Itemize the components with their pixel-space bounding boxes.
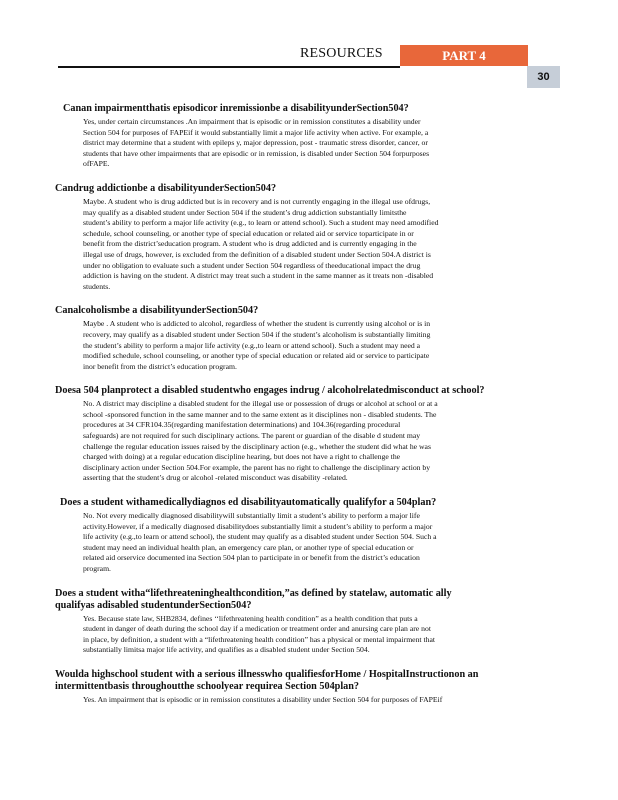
page-number: 30 — [527, 66, 560, 88]
faq-section-alcoholism — [0, 305, 618, 372]
question-heading: Doesa 504 planprotect a disabled studentwho engages indrug / alcoholrelatedmisconduct at school? — [55, 385, 485, 397]
question-heading: Does a student withamedicallydiagnos ed disabilityautomatically qualifyfor a 504plan? — [60, 497, 437, 509]
question-heading-line2: intermittentbasis throughoutthe schoolyear requirea Section 504plan? — [55, 680, 360, 692]
faq-section-misconduct — [0, 385, 618, 484]
question-heading: Canalcoholismbe a disabilityunderSection504? — [55, 305, 259, 317]
faq-section-life-threatening — [0, 588, 618, 656]
question-heading: Does a student witha“lifethreateninghealthcondition,”as defined by statelaw, automatic ally — [55, 587, 452, 599]
faq-section-episodic — [0, 103, 618, 170]
faq-section-home-hospital — [0, 669, 618, 706]
header-title: RESOURCES — [300, 46, 383, 61]
header-rule — [58, 66, 400, 68]
answer-text: Yes. An impairment that is episodic or in remission constitutes a disability under Section 504 for purposes of FAPEif — [83, 694, 443, 704]
question-heading: Woulda highschool student with a serious illnesswho qualifiesforHome / HospitalInstructionon an — [55, 668, 479, 680]
document-body — [0, 103, 618, 719]
question-heading: Canan impairmentthatis episodicor inremissionbe a disabilityunderSection504? — [63, 103, 409, 114]
faq-section-medical-diagnosis — [0, 497, 618, 575]
faq-section-drug-addiction — [0, 183, 618, 292]
answer-text: No. A district may discipline a disabled student for the illegal use or possession of drugs or alcohol at school or at a school -sponsored function in the same manner and to the same extent as it disciplines non - disabled students. The procedures at 34 CFR104.35(regarding manifestation determinations) and 104.36(regarding procedural safeguards) are not required for such disciplinary actions. The parent or guardian of the disable d student may challenge the regular education issues raised by the disciplinary action (e.g., whether the student did what he was charged with doing) at a regular education discipline hearing, but does not have a right to challenge the disciplinary action under Section 504.For example, the parent has no right to challenge the disciplinary action by asserting that the student’s drug or alcohol -related misconduct was disability -related. — [83, 399, 438, 483]
answer-text: Yes. Because state law, SHB2834, defines ‘‘lifethreatening health condition” as a health condition that puts a student in danger of death during the school day if a medication or treatment order and anursing care plan are not in place, by definition, a student with a “lifethreatening health condition” has a physical or mental impairment that substantially limitsa major life activity, and qualifies as a disabled student under Section 504. — [83, 613, 436, 655]
question-heading-line2: qualifyas adisabled studentunderSection504? — [55, 599, 252, 611]
question-heading: Candrug addictionbe a disabilityunderSection504? — [55, 182, 277, 194]
answer-text: Yes, under certain circumstances .An impairment that is episodic or in remission constitutes a disability under Section 504 for purposes of FAPEif it would substantially limit a major life activity when active. For example, a district may determine that a student with epileps y, major depression, post - traumatic stress disorder, cancer, or students that have other impairments that are episodic or in remission, is disabled under Section 504 forpurposes ofFAPE. — [83, 117, 430, 169]
answer-text: Maybe. A student who is drug addicted but is in recovery and is not currently engaging in the illegal use ofdrugs, may qualify as a disabled student under Section 504 if the student’s drug addiction substantially limitsthe student’s ability to perform a major life activity (e.g., to learn or attend school). Such a student may need amodified schedule, school counseling, or another type of special education or related aid or service toparticipate in or benefit from the district’seducation program. A student who is drug addicted and is currently engaging in the illegal use of drugs, however, is excluded from the definition of a disabled student under Section 504.A district is under no obligation to evaluate such a student under Section 504 regardless of theeducational impact the drug addiction is having on the student. A district may treat such a student in the same manner as it treats non -disabled students. — [83, 196, 439, 291]
part-badge: PART 4 — [400, 45, 528, 66]
answer-text: No. Not every medically diagnosed disabilitywill substantially limit a student’s ability to perform a major life activity.However, if a medically diagnosed disabilitydoes substantially limit a student’s ability to perform a major life activity (e.g.,to learn or attend school), the student may qualify as a disabled student under Section 504. Such a student may need an individual health plan, an emergency care plan, or another type of special education or related aid orservice documented ina Section 504 plan to participate in or benefit from the district’s education program. — [83, 511, 437, 573]
answer-text: Maybe . A student who is addicted to alcohol, regardless of whether the student is currently using alcohol or is in recovery, may qualify as a disabled student under Section 504 if the student’s alcoholism is substantially limiting the student’s ability to perform a major life activity (e.g.,to learn or attend school). Such a student may need a modified schedule, school counseling, or another type of special education or related aid or service to participate inor benefit from the district’s education program. — [83, 319, 431, 371]
